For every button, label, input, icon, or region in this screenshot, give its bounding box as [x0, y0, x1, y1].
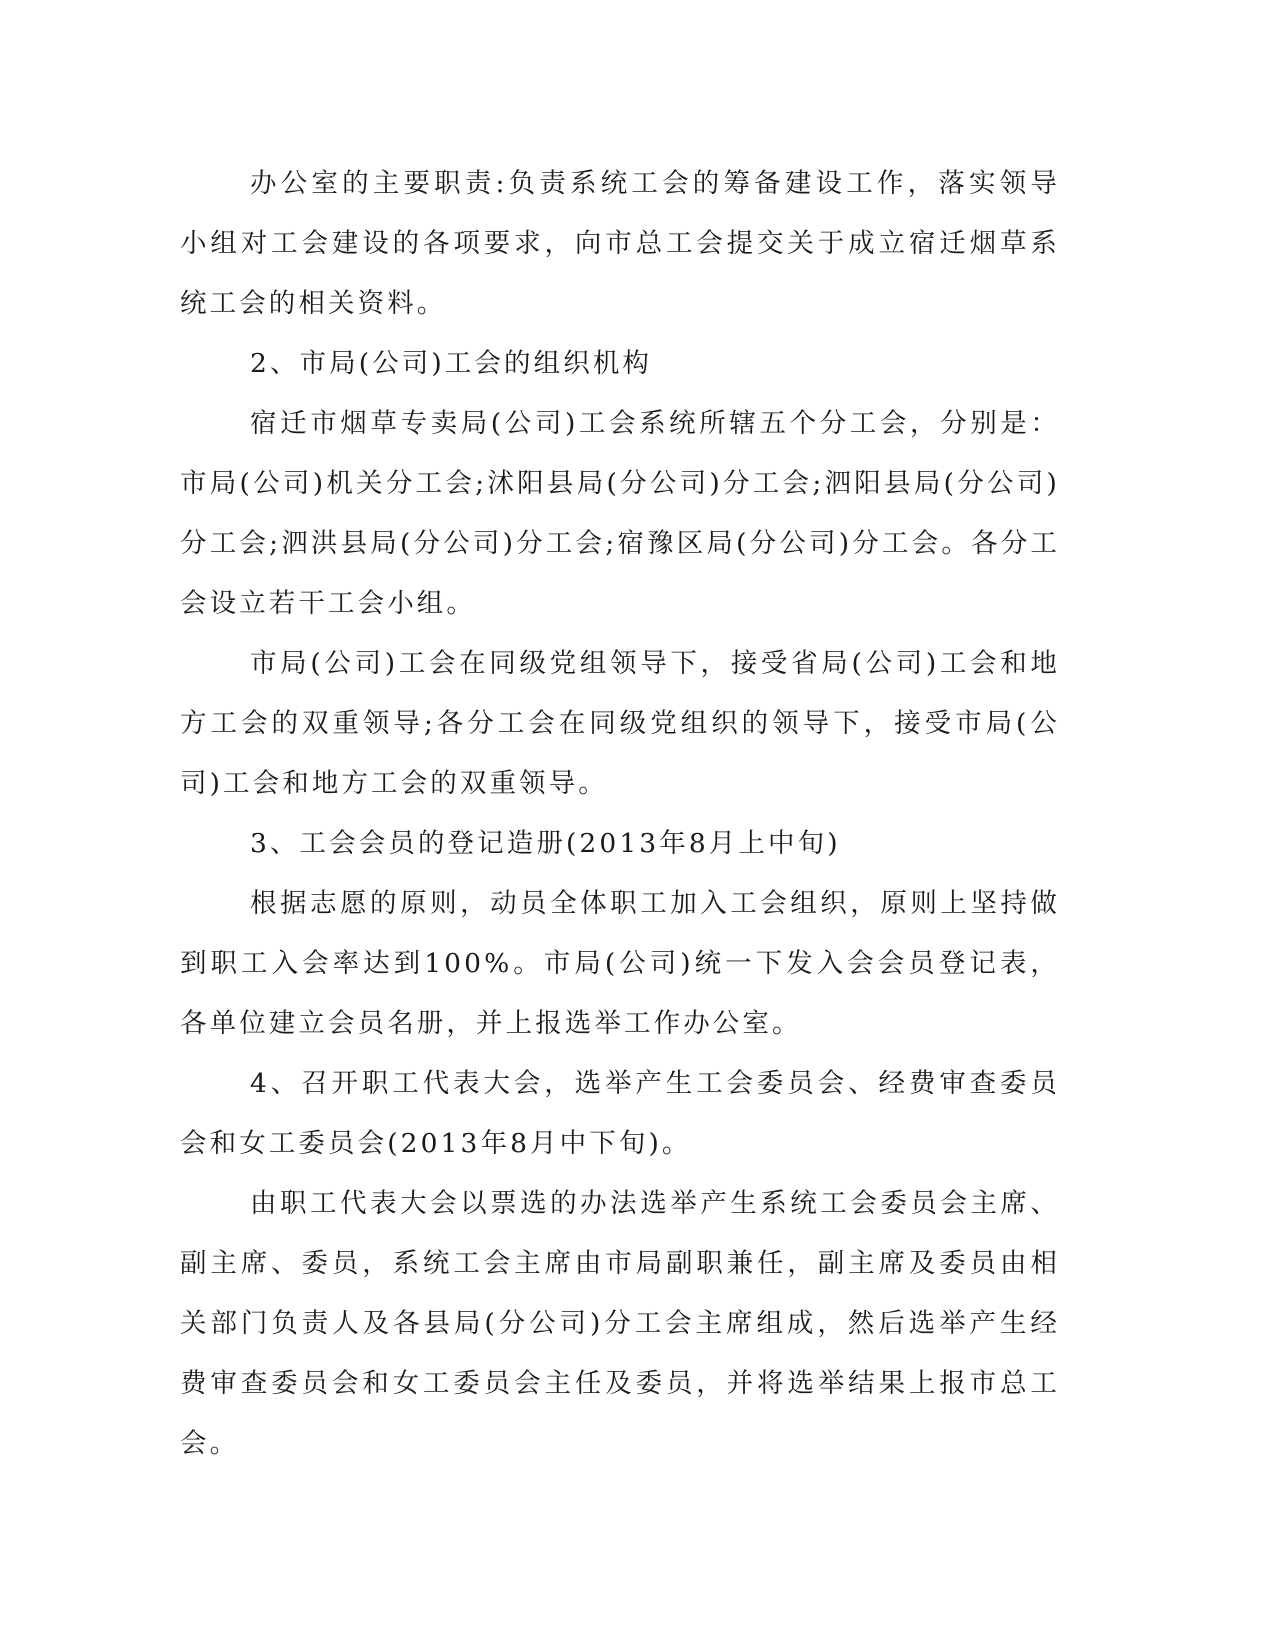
heading-section-3: 3、工会会员的登记造册(2013年8月上中旬) — [250, 828, 841, 859]
heading-section-4: 4、召开职工代表大会，选举产生工会委员会、经费审查委员会和女工委员会(2013年8月中下旬)。 — [180, 1068, 1060, 1159]
paragraph-election-procedure: 由职工代表大会以票选的办法选举产生系统工会委员会主席、副主席、委员，系统工会主席由市局副职兼任，副主席及委员由相关部门负责人及各县局(分公司)分工会主席组成，然后选举产生经费审查委员会和女工委员会主任及委员，并将选举结果上报市总工会。 — [180, 1188, 1060, 1459]
document-body — [180, 154, 1060, 1474]
paragraph-dual-leadership: 市局(公司)工会在同级党组领导下，接受省局(公司)工会和地方工会的双重领导;各分工会在同级党组织的领导下，接受市局(公司)工会和地方工会的双重领导。 — [180, 648, 1060, 799]
paragraph-member-registration: 根据志愿的原则，动员全体职工加入工会组织，原则上坚持做到职工入会率达到100%。市局(公司)统一下发入会会员登记表，各单位建立会员名册，并上报选举工作办公室。 — [180, 888, 1060, 1039]
heading-section-2: 2、市局(公司)工会的组织机构 — [250, 348, 653, 379]
paragraph-office-duties: 办公室的主要职责:负责系统工会的筹备建设工作，落实领导小组对工会建设的各项要求，向市总工会提交关于成立宿迁烟草系统工会的相关资料。 — [180, 168, 1060, 319]
paragraph-branch-unions: 宿迁市烟草专卖局(公司)工会系统所辖五个分工会，分别是：市局(公司)机关分工会;沭阳县局(分公司)分工会;泗阳县局(分公司)分工会;泗洪县局(分公司)分工会;宿豫区局(分公司)分工会。各分工会设立若干工会小组。 — [180, 408, 1060, 619]
